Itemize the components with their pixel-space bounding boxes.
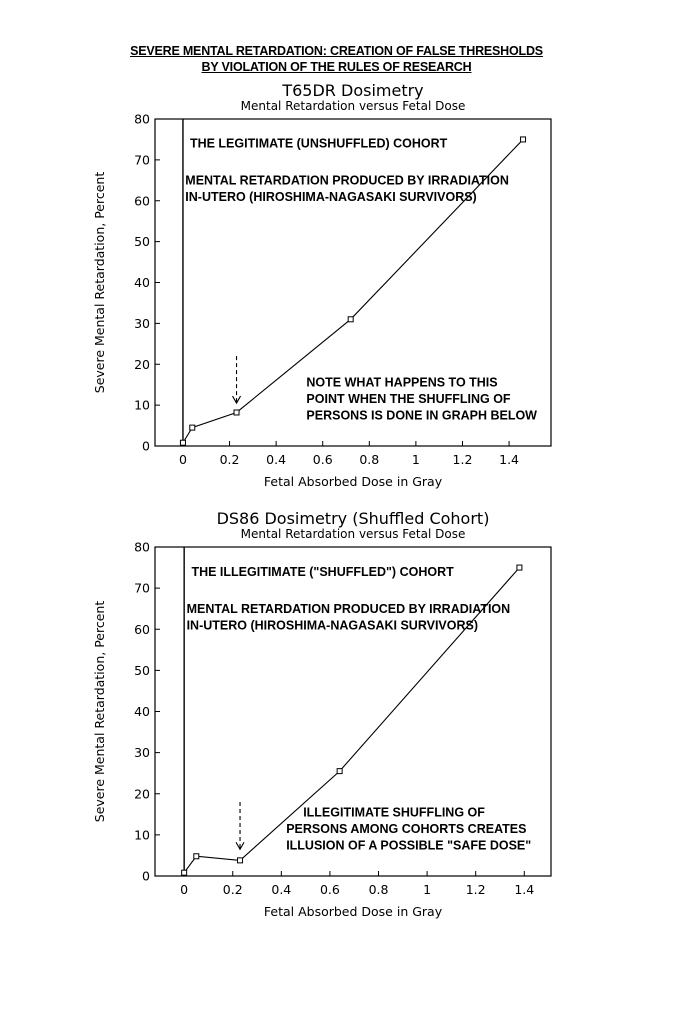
data-point-marker xyxy=(234,410,239,415)
x-tick-label: 0.2 xyxy=(222,882,243,897)
y-tick-label: 40 xyxy=(134,704,150,719)
x-tick-label: 1.2 xyxy=(452,452,473,467)
page-heading-line-1: SEVERE MENTAL RETARDATION: CREATION OF FALSE THRESHOLDS xyxy=(130,44,543,58)
y-tick-label: 60 xyxy=(134,193,150,209)
x-tick-label: 0.8 xyxy=(359,452,380,467)
x-tick-label: 0 xyxy=(180,882,189,897)
chart-subtitle: Mental Retardation versus Fetal Dose xyxy=(240,99,466,113)
annotation-text: IN-UTERO (HIROSHIMA-NAGASAKI SURVIVORS) xyxy=(186,618,479,633)
annotation-text: MENTAL RETARDATION PRODUCED BY IRRADIATION xyxy=(185,173,509,188)
annotation-text: NOTE WHAT HAPPENS TO THIS xyxy=(306,375,498,390)
y-tick-label: 0 xyxy=(142,438,150,454)
y-tick-label: 10 xyxy=(134,827,150,843)
chart-title: T65DR Dosimetry xyxy=(282,81,424,100)
data-point-marker xyxy=(190,425,195,430)
annotation-text: ILLUSION OF A POSSIBLE "SAFE DOSE" xyxy=(286,838,532,853)
x-tick-label: 0.4 xyxy=(271,882,292,897)
chart-subtitle: Mental Retardation versus Fetal Dose xyxy=(240,527,466,541)
annotation-text: IN-UTERO (HIROSHIMA-NAGASAKI SURVIVORS) xyxy=(185,189,477,204)
x-axis-label: Fetal Absorbed Dose in Gray xyxy=(263,904,443,919)
annotation-text: MENTAL RETARDATION PRODUCED BY IRRADIATION xyxy=(186,601,511,616)
x-tick-label: 1.2 xyxy=(465,882,486,897)
y-tick-label: 70 xyxy=(134,152,150,168)
x-tick-label: 0.6 xyxy=(312,452,333,467)
x-tick-label: 0.6 xyxy=(319,882,340,897)
y-axis-label: Severe Mental Retardation, Percent xyxy=(92,171,107,394)
annotation-text: PERSONS IS DONE IN GRAPH BELOW xyxy=(306,408,538,423)
y-tick-label: 0 xyxy=(142,868,150,884)
annotation-text: POINT WHEN THE SHUFFLING OF xyxy=(306,392,511,407)
y-axis-label: Severe Mental Retardation, Percent xyxy=(92,600,107,823)
annotation-text: THE LEGITIMATE (UNSHUFFLED) COHORT xyxy=(189,136,448,151)
y-tick-label: 40 xyxy=(134,275,150,290)
data-point-marker xyxy=(337,769,342,774)
data-point-marker xyxy=(182,870,187,875)
y-tick-label: 70 xyxy=(134,580,150,596)
x-tick-label: 1.4 xyxy=(514,882,535,897)
x-tick-label: 0.4 xyxy=(266,452,287,467)
y-tick-label: 20 xyxy=(134,786,150,802)
page-heading-line-2: BY VIOLATION OF THE RULES OF RESEARCH xyxy=(201,60,472,74)
annotation-text: ILLEGITIMATE SHUFFLING OF xyxy=(303,805,485,820)
y-tick-label: 50 xyxy=(134,662,150,678)
data-point-marker xyxy=(180,440,185,445)
data-point-marker xyxy=(348,317,353,322)
t65dr-chart xyxy=(0,78,673,498)
y-tick-label: 30 xyxy=(134,315,150,331)
x-tick-label: 0 xyxy=(178,452,187,467)
chart-title: DS86 Dosimetry (Shuffled Cohort) xyxy=(216,509,490,528)
data-point-marker xyxy=(521,137,526,142)
y-tick-label: 80 xyxy=(134,111,150,127)
annotation-text: PERSONS AMONG COHORTS CREATES xyxy=(286,821,527,836)
y-tick-label: 10 xyxy=(134,397,150,413)
annotation-text: THE ILLEGITIMATE ("SHUFFLED") COHORT xyxy=(191,564,454,579)
ds86-chart xyxy=(0,505,673,925)
x-axis-label: Fetal Absorbed Dose in Gray xyxy=(263,474,443,489)
data-point-marker xyxy=(517,565,522,570)
y-tick-label: 60 xyxy=(134,621,150,637)
y-tick-label: 20 xyxy=(134,356,150,372)
data-point-marker xyxy=(238,858,243,863)
x-tick-label: 0.2 xyxy=(219,452,240,467)
x-tick-label: 1 xyxy=(423,882,432,897)
data-point-marker xyxy=(194,854,199,859)
y-tick-label: 80 xyxy=(134,539,150,555)
x-tick-label: 0.8 xyxy=(368,882,389,897)
x-tick-label: 1 xyxy=(411,452,420,467)
x-tick-label: 1.4 xyxy=(499,452,520,467)
y-tick-label: 30 xyxy=(134,745,150,761)
y-tick-label: 50 xyxy=(134,234,150,250)
